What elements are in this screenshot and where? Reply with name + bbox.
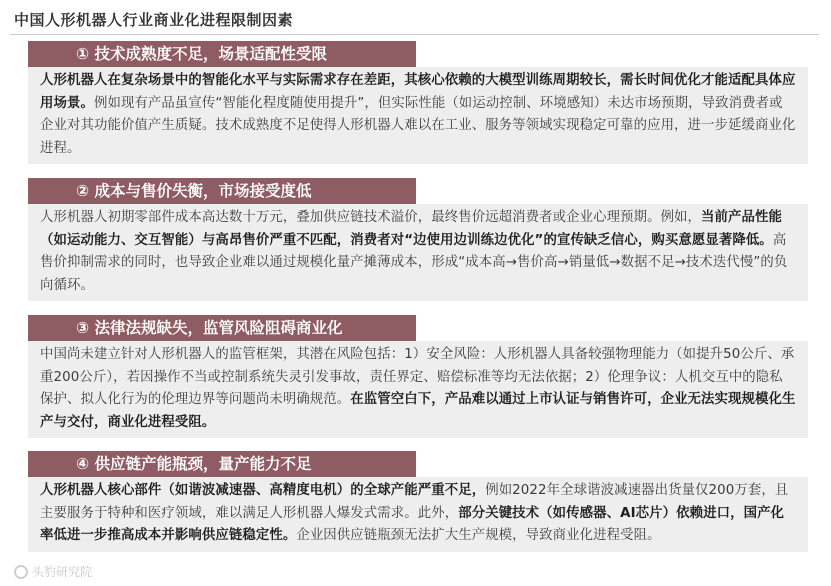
emphasized-text: 人形机器人在复杂场景中的智能化水平与实际需求存在差距，其核心依赖的大模型训练周期较长，需长时间优化才能适配具体应用场景。 (40, 73, 796, 111)
watermark (14, 563, 92, 580)
emphasized-text: 在监管空白下，产品难以通过上市认证与销售许可，企业无法实现规模化生产与交付，商业化进程受阻。 (40, 392, 796, 430)
section-regulation (28, 315, 808, 438)
title-divider (10, 34, 819, 35)
section-heading: ① 技术成熟度不足，场景适配性受限 (28, 41, 416, 67)
logo-icon (14, 565, 28, 579)
section-body (28, 341, 808, 438)
section-heading: ④ 供应链产能瓶颈，量产能力不足 (28, 451, 416, 477)
page-title: 中国人形机器人行业商业化进程限制因素 (14, 11, 294, 29)
section-body (28, 477, 808, 552)
body-text: 例如2022年全球谐波减速器出货量仅200万套，且主要服务于特种和医疗领域，难以满足人形机器人爆发式需求。此外， (40, 483, 789, 521)
section-heading: ② 成本与售价失衡，市场接受度低 (28, 178, 416, 204)
section-supply-chain (28, 451, 808, 552)
section-technology (28, 41, 808, 164)
body-text: 中国尚未建立针对人形机器人的监管框架，其潜在风险包括：1）安全风险：人形机器人具备较强物理能力（如提升50公斤、承重200公斤），若因操作不当或控制系统失灵引发事故，责任界定、赔偿标准等均无法依据；2）伦理争议：人机交互中的隐私保护、拟人化行为的伦理边界等问题尚未明确规范。 (40, 347, 795, 407)
section-heading: ③ 法律法规缺失，监管风险阻碍商业化 (28, 315, 416, 341)
watermark-text: 头豹研究院 (32, 565, 93, 579)
section-body (28, 67, 808, 164)
body-text: 例如现有产品虽宣传“智能化程度随使用提升”，但实际性能（如运动控制、环境感知）未达市场预期，导致消费者或企业对其功能价值产生质疑。技术成熟度不足使得人形机器人难以在工业、服务等领域实现稳定可靠的应用，进一步延缓商业化进程。 (40, 95, 796, 156)
body-text: 高售价抑制需求的同时，也导致企业难以通过规模化量产摊薄成本，形成“成本高→售价高→销量低→数据不足→技术迭代慢”的负向循环。 (40, 232, 788, 293)
emphasized-text: 人形机器人核心部件（如谐波减速器、高精度电机）的全球产能严重不足， (40, 483, 486, 498)
body-text: 人形机器人初期零部件成本高达数十万元，叠加供应链技术溢价，最终售价远超消费者或企业心理预期。例如， (40, 210, 702, 225)
section-body (28, 204, 808, 301)
emphasized-text: 部分关键技术（如传感器、AI芯片）依赖进口，国产化率低进一步推高成本并影响供应链稳定性。 (40, 505, 785, 543)
emphasized-text: 当前产品性能（如运动能力、交互智能）与高昂售价严重不匹配，消费者对“边使用边训练边优化”的宣传缺乏信心，购买意愿显著降低。 (40, 210, 782, 248)
body-text: 企业因供应链瓶颈无法扩大生产规模，导致商业化进程受阻。 (296, 528, 661, 543)
section-cost (28, 178, 808, 301)
